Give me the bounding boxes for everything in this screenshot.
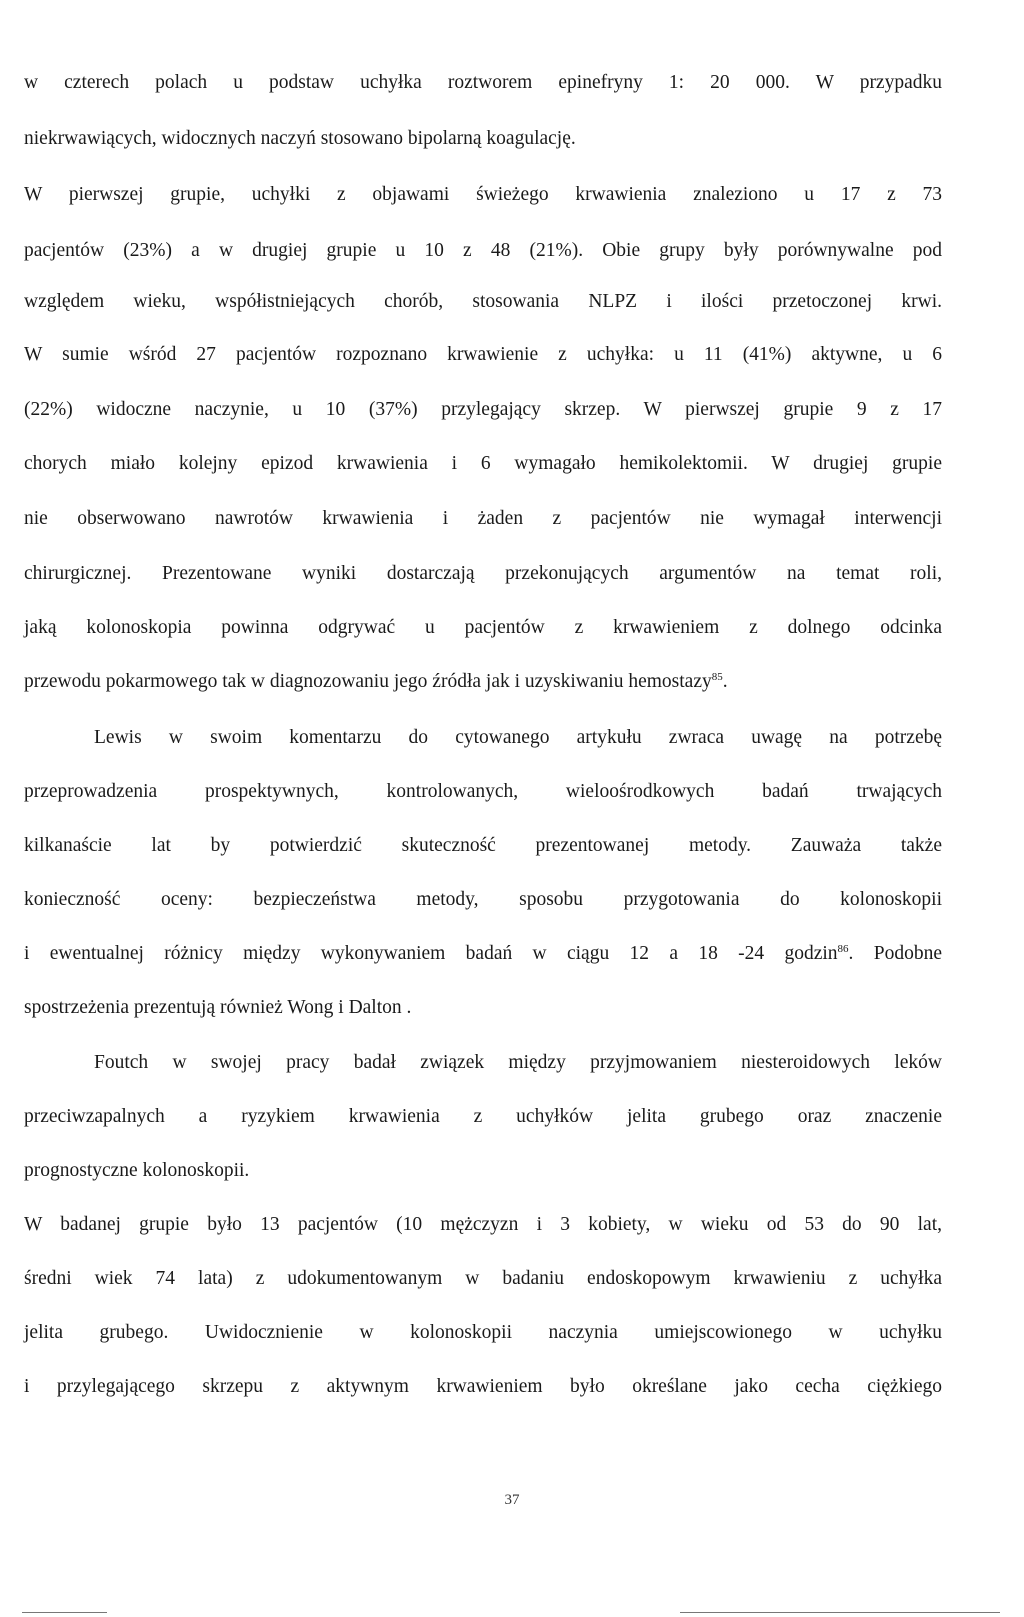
text-line: średni wiek 74 lata) z udokumentowanym w badaniu endoskopowym krwawieniu z uchyłka [24,1268,942,1289]
text-line-end: . Podobne [848,943,942,964]
page-number: 37 [504,1492,520,1508]
text-line-end: . [722,671,728,692]
text-line: (22%) widoczne naczynie, u 10 (37%) przylegający skrzep. W pierwszej grupie 9 z 17 [24,399,942,420]
text-line: prognostyczne kolonoskopii. [24,1160,250,1181]
text-line: Foutch w swojej pracy badał związek między przyjmowaniem niesteroidowych leków [94,1052,942,1073]
text-line: jelita grubego. Uwidocznienie w kolonoskopii naczynia umiejscowionego w uchyłku [24,1322,942,1343]
footnote-ref: 86 [837,943,849,955]
text-line: przeprowadzenia prospektywnych, kontrolowanych, wieloośrodkowych badań trwających [24,781,942,802]
text-line: W badanej grupie było 13 pacjentów (10 mężczyzn i 3 kobiety, w wieku od 53 do 90 lat, [24,1214,942,1235]
text-line: nie obserwowano nawrotów krwawienia i żaden z pacjentów nie wymagał interwencji [24,508,942,529]
text-line [24,942,942,966]
text-line [24,670,942,694]
text-line: chirurgicznej. Prezentowane wyniki dostarczają przekonujących argumentów na temat roli, [24,563,942,584]
text-line: kilkanaście lat by potwierdzić skuteczność prezentowanej metody. Zauważa także [24,835,942,856]
footer-rule [680,1612,1000,1613]
text-line-body: i ewentualnej różnicy między wykonywaniem badań w ciągu 12 a 18 -24 godzin [24,943,838,964]
text-line: przeciwzapalnych a ryzykiem krwawienia z uchyłków jelita grubego oraz znaczenie [24,1106,942,1127]
footnote-ref: 85 [711,671,723,683]
text-line: Lewis w swoim komentarzu do cytowanego artykułu zwraca uwagę na potrzebę [94,727,942,748]
text-line-body: przewodu pokarmowego tak w diagnozowaniu jego źródła jak i uzyskiwaniu hemostazy [24,671,712,692]
text-line: W pierwszej grupie, uchyłki z objawami świeżego krwawienia znaleziono u 17 z 73 [24,184,942,205]
text-line: i przylegającego skrzepu z aktywnym krwawieniem było określane jako cecha ciężkiego [24,1376,942,1397]
text-line: chorych miało kolejny epizod krwawienia i 6 wymagało hemikolektomii. W drugiej grupie [24,453,942,474]
text-line: pacjentów (23%) a w drugiej grupie u 10 z 48 (21%). Obie grupy były porównywalne pod [24,240,942,261]
text-line: W sumie wśród 27 pacjentów rozpoznano krwawienie z uchyłka: u 11 (41%) aktywne, u 6 [24,344,942,365]
text-line: spostrzeżenia prezentują również Wong i Dalton . [24,997,412,1018]
footer-rule [22,1612,107,1613]
text-line: niekrwawiących, widocznych naczyń stosowano bipolarną koagulację. [24,128,576,149]
text-line: względem wieku, współistniejących chorób, stosowania NLPZ i ilości przetoczonej krwi. [24,291,942,312]
text-line: jaką kolonoskopia powinna odgrywać u pacjentów z krwawieniem z dolnego odcinka [24,617,942,638]
text-line: w czterech polach u podstaw uchyłka roztworem epinefryny 1: 20 000. W przypadku [24,72,942,93]
text-line: konieczność oceny: bezpieczeństwa metody, sposobu przygotowania do kolonoskopii [24,889,942,910]
